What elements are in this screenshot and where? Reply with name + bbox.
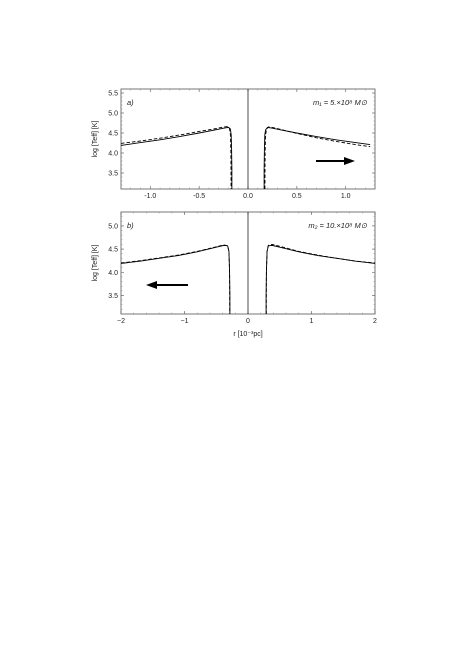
panel-b-label: b) xyxy=(127,221,134,230)
x-tick-label: −2 xyxy=(117,318,125,325)
x-tick-label: 1.0 xyxy=(340,193,351,200)
y-tick-label: 5.0 xyxy=(108,223,118,231)
x-tick-label: 1 xyxy=(309,318,314,325)
series-dashed-left xyxy=(121,127,231,189)
x-tick-label: -0.5 xyxy=(193,193,206,200)
series-dashed-left xyxy=(121,245,230,314)
panel-a-direction-arrow xyxy=(316,157,355,165)
panel-a-annotation: m₁ = 5.×10⁸ M⊙ xyxy=(313,98,367,107)
y-tick-label: 3.5 xyxy=(108,292,118,300)
panel-b-ylabel: log [Teff] [K] xyxy=(92,244,99,282)
y-tick-label: 4.0 xyxy=(108,150,118,158)
panel-b xyxy=(92,212,377,338)
x-tick-label: −1 xyxy=(180,318,189,325)
panel-a-label: a) xyxy=(127,98,134,107)
x-tick-label: -1.0 xyxy=(144,193,157,200)
series-solid-left xyxy=(121,127,232,189)
arrow-head xyxy=(344,157,355,165)
panel-b-xlabel: r [10⁻³pc] xyxy=(233,331,263,338)
panel-b-annotation: m₂ = 10.×10⁸ M⊙ xyxy=(308,221,367,230)
x-tick-label: 0.0 xyxy=(243,193,253,200)
y-tick-label: 4.5 xyxy=(108,246,118,254)
y-tick-label: 4.0 xyxy=(108,269,118,277)
series-dashed-right xyxy=(265,127,370,189)
x-tick-label: 0 xyxy=(246,318,250,325)
panel-a-ylabel: log [Teff] [K] xyxy=(92,120,99,158)
series-dashed-right xyxy=(266,244,375,314)
panel-a xyxy=(92,89,375,200)
panel-a-curves xyxy=(121,127,370,189)
y-tick-label: 5.5 xyxy=(108,90,118,98)
series-solid-left xyxy=(121,245,230,314)
series-solid-right xyxy=(264,127,370,189)
y-tick-label: 5.0 xyxy=(108,110,118,118)
x-tick-label: 2 xyxy=(373,318,377,325)
y-tick-label: 4.5 xyxy=(108,130,118,138)
x-tick-label: 0.5 xyxy=(291,193,302,200)
panel-b-direction-arrow xyxy=(146,281,188,289)
y-tick-label: 3.5 xyxy=(108,170,118,178)
arrow-head xyxy=(146,281,157,289)
